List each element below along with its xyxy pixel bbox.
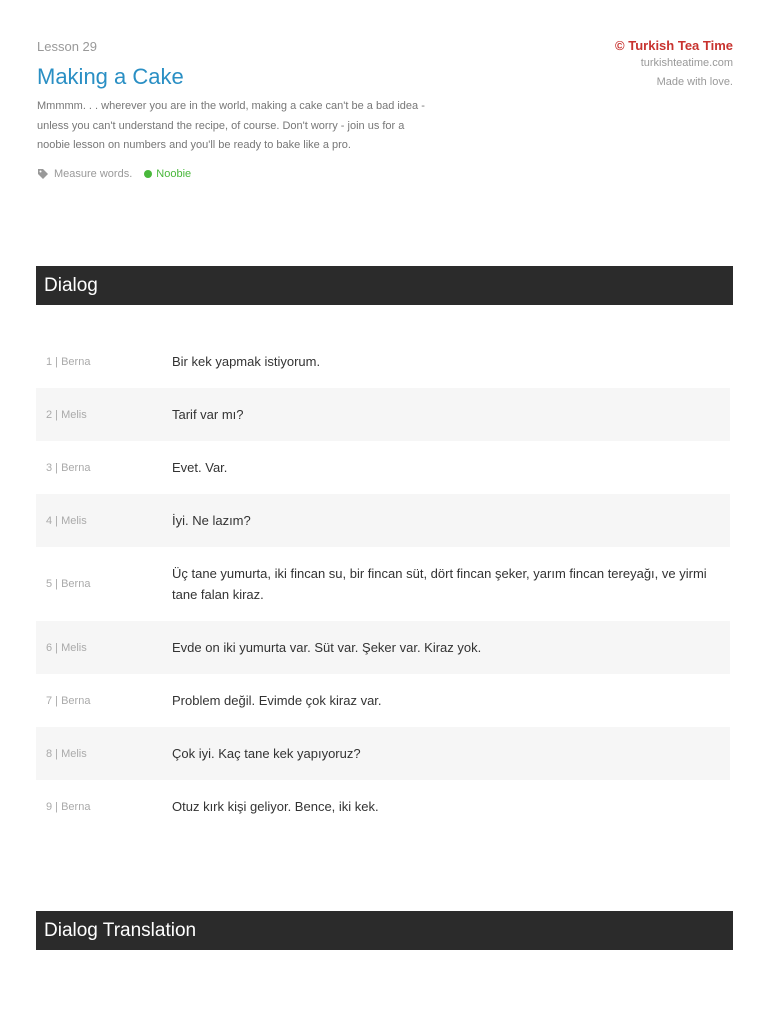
dialog-list — [36, 335, 730, 833]
dialog-line: Otuz kırk kişi geliyor. Bence, iki kek. — [172, 799, 379, 814]
dialog-line: Evde on iki yumurta var. Süt var. Şeker var. Kiraz yok. — [172, 640, 482, 655]
dialog-row — [36, 547, 730, 621]
dialog-row — [36, 441, 730, 494]
lesson-title: Making a Cake — [37, 64, 184, 89]
dialog-speaker: 9 | Berna — [46, 800, 91, 813]
lesson-number: Lesson 29 — [37, 39, 97, 54]
dialog-speaker: 8 | Melis — [46, 747, 87, 760]
brand-name: © Turkish Tea Time — [615, 38, 733, 53]
dialog-speaker: 7 | Berna — [46, 694, 91, 707]
brand-site-link[interactable]: turkishteatime.com — [640, 57, 733, 69]
dialog-row — [36, 780, 730, 833]
lesson-description: Mmmmm. . . wherever you are in the world, making a cake can't be a bad idea - unless you can't understand the recipe, of course. Don't worry - join us for a noobie lesson on numbers and you'll be ready to bake like a pro. — [37, 100, 425, 151]
dialog-row — [36, 674, 730, 727]
dialog-row — [36, 335, 730, 388]
lesson-tags — [37, 166, 437, 182]
dialog-row — [36, 621, 730, 674]
dialog-line: Evet. Var. — [172, 460, 228, 475]
level-badge[interactable] — [144, 166, 191, 182]
dialog-speaker: 5 | Berna — [46, 578, 91, 590]
dialog-speaker: 1 | Berna — [46, 355, 91, 368]
dialog-line: Problem değil. Evimde çok kiraz var. — [172, 693, 382, 708]
dialog-row — [36, 494, 730, 547]
tag-link[interactable] — [37, 166, 132, 182]
lesson-header — [37, 38, 437, 182]
brand-block — [615, 38, 733, 92]
dialog-line: Üç tane yumurta, iki fincan su, bir fincan süt, dört fincan şeker, yarım fincan tereyağı, ve yirmi tane falan kiraz. — [172, 566, 707, 602]
level-label: Noobie — [156, 167, 192, 180]
dialog-row — [36, 727, 730, 780]
dialog-line: Çok iyi. Kaç tane kek yapıyoruz? — [172, 746, 361, 761]
tag-label: Measure words. — [54, 167, 133, 180]
translation-section-header: Dialog Translation — [36, 911, 733, 950]
dialog-section-header: Dialog — [36, 266, 733, 305]
dialog-speaker: 3 | Berna — [46, 461, 91, 474]
dialog-speaker: 2 | Melis — [46, 408, 87, 421]
dialog-speaker: 4 | Melis — [46, 514, 87, 527]
level-dot-icon — [144, 170, 152, 178]
brand-tagline: Made with love. — [656, 76, 733, 88]
dialog-line: Tarif var mı? — [172, 407, 244, 422]
dialog-line: İyi. Ne lazım? — [172, 513, 251, 528]
dialog-line: Bir kek yapmak istiyorum. — [172, 354, 321, 369]
dialog-row — [36, 388, 730, 441]
tag-icon — [37, 168, 49, 180]
dialog-speaker: 6 | Melis — [46, 641, 87, 654]
